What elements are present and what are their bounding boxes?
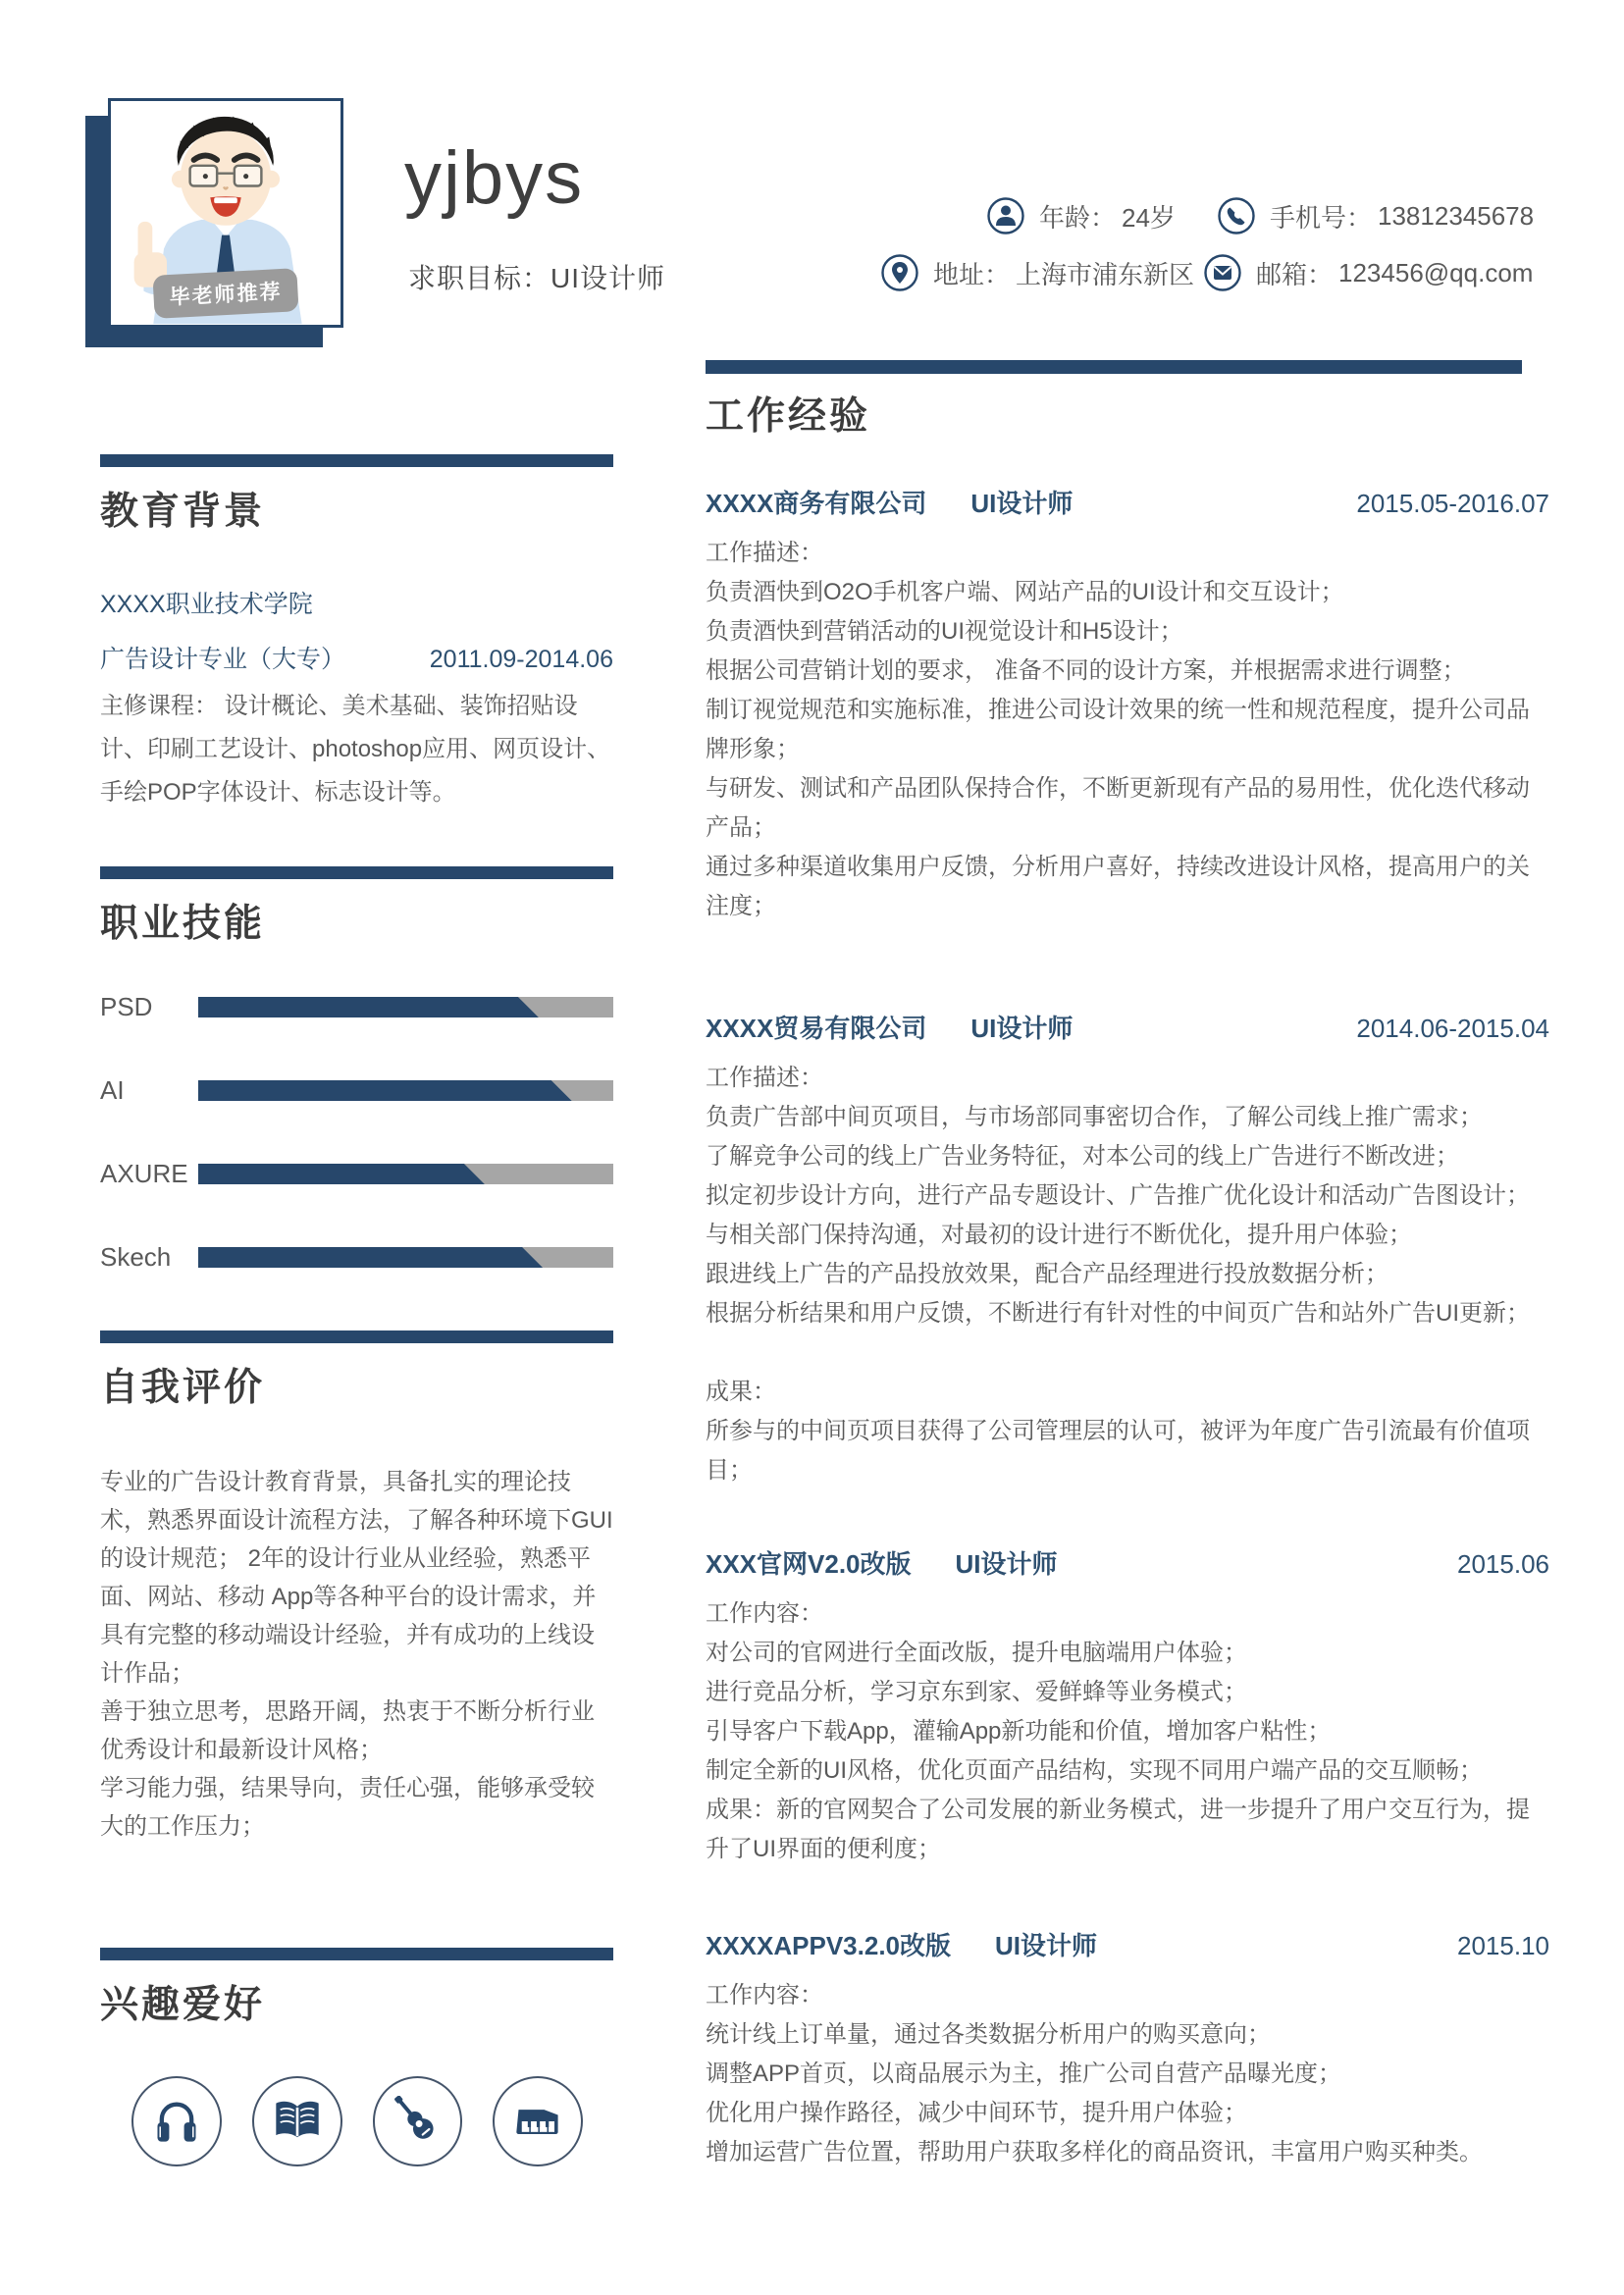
job-objective: 求职目标：UI设计师: [408, 263, 666, 293]
interest-guitar: [373, 2076, 463, 2166]
entry-line: 根据分析结果和用户反馈，不断进行有针对性的中间页广告和站外广告UI更新；: [706, 1300, 1530, 1327]
entry-lines: [706, 534, 1549, 926]
work-experience-title: 工作经验: [706, 395, 871, 438]
entry-line: 根据公司营销计划的要求， 准备不同的设计方案，并根据需求进行调整；: [706, 657, 1466, 684]
experience-entry: [706, 484, 1549, 926]
entry-line: 负责酒快到营销活动的UI视觉设计和H5设计；: [706, 618, 1183, 645]
entry-role: UI设计师: [970, 1014, 1074, 1043]
skill-row: [100, 1242, 613, 1273]
skill-level-bar: [198, 1080, 613, 1101]
entry-header: [706, 484, 1549, 520]
entry-role: UI设计师: [970, 489, 1074, 518]
skill-name: PSD: [100, 992, 153, 1021]
school-name: XXXX职业技术学院: [100, 591, 313, 618]
skill-level-bar: [198, 997, 613, 1017]
skill-level-fill: [198, 997, 539, 1017]
major-row: [100, 640, 613, 675]
mail-icon: [1203, 253, 1242, 292]
skill-level-fill: [198, 1080, 572, 1101]
entry-company: XXXX商务有限公司: [706, 489, 927, 518]
entry-header: [706, 1926, 1549, 1962]
contact-phone: [1217, 196, 1534, 235]
evaluation-paragraph: 善于独立思考，思路开阔，热衷于不断分析行业优秀设计和最新设计风格；: [100, 1698, 595, 1763]
contact-address: [880, 253, 1194, 292]
interest-piano: [493, 2076, 583, 2166]
skills-list: [100, 992, 613, 1273]
experience-entry: [706, 1009, 1549, 1490]
entry-line: 调整APP首页，以商品展示为主，推广公司自营产品曝光度；: [706, 2060, 1342, 2087]
skill-level-bar: [198, 1164, 613, 1184]
self-evaluation-section: [100, 1330, 613, 1846]
entry-line: [706, 1333, 1549, 1373]
section-divider-bar: [100, 454, 613, 467]
skill-name: Skech: [100, 1242, 172, 1272]
profile-photo: [108, 98, 343, 328]
entry-line: 进行竞品分析，学习京东到家、爱鲜蜂等业务模式；: [706, 1679, 1247, 1705]
entry-line: 制订视觉规范和实施标准，推进公司设计效果的统一性和规范程度，提升公司品牌形象；: [706, 697, 1530, 762]
work-experience-section: [706, 360, 1549, 2172]
age-value: 24岁: [1122, 202, 1176, 233]
entry-line: 负责酒快到O2O手机客户端、网站产品的UI设计和交互设计；: [706, 579, 1344, 605]
entry-line: 了解竞争公司的线上广告业务特征，对本公司的线上广告进行不断改进；: [706, 1143, 1459, 1170]
entry-line: 引导客户下载App，灌输App新功能和价值，增加客户粘性；: [706, 1718, 1332, 1745]
experience-entries: [706, 484, 1549, 2172]
phone-label: 手机号：: [1270, 202, 1373, 233]
email-value: 123456@qq.com: [1338, 257, 1534, 287]
skill-row: [100, 1159, 613, 1189]
entry-company: XXXX贸易有限公司: [706, 1014, 927, 1043]
entry-lines: [706, 1059, 1549, 1490]
education-section: [100, 454, 613, 814]
entry-lines: [706, 1976, 1549, 2172]
major-name: 广告设计专业（大专）: [100, 646, 346, 673]
interests-title: 兴趣爱好: [100, 1984, 266, 2026]
entry-line: 与相关部门保持沟通，对最初的设计进行不断优化，提升用户体验；: [706, 1222, 1412, 1248]
entry-line: 成果：: [706, 1379, 776, 1405]
entry-role: UI设计师: [995, 1931, 1098, 1960]
age-label: 年龄：: [1039, 202, 1117, 233]
entry-line: 制定全新的UI风格，优化页面产品结构，实现不同用户端产品的交互顺畅；: [706, 1757, 1483, 1784]
skill-row: [100, 1075, 613, 1106]
evaluation-paragraph: 学习能力强，结果导向，责任心强，能够承受较大的工作压力；: [100, 1775, 595, 1840]
interest-reading: [252, 2076, 342, 2166]
evaluation-paragraph: 专业的广告设计教育背景，具备扎实的理论技术，熟悉界面设计流程方法，了解各种环境下GUI的设计规范； 2年的设计行业从业经验，熟悉平面、网站、移动 App等各种平台的设计需求，并具有完整的移动端设计经验，并有成功的上线设计作品；: [100, 1469, 613, 1687]
entry-period: 2014.06-2015.04: [1356, 1014, 1549, 1043]
piano-icon: [512, 2096, 563, 2147]
skill-row: [100, 992, 613, 1022]
entry-line: 跟进线上广告的产品投放效果，配合产品经理进行投放数据分析；: [706, 1261, 1388, 1287]
self-evaluation-title: 自我评价: [100, 1367, 266, 1409]
entry-period: 2015.06: [1457, 1549, 1549, 1579]
interests-section: [100, 1948, 613, 2166]
entry-line: 对公司的官网进行全面改版，提升电脑端用户体验；: [706, 1640, 1247, 1666]
section-divider-bar: [706, 360, 1522, 374]
section-divider-bar: [100, 1330, 613, 1343]
candidate-name: yjbys: [404, 136, 585, 220]
entry-line: 所参与的中间页项目获得了公司管理层的认可，被评为年度广告引流最有价值项目；: [706, 1418, 1530, 1484]
entry-line: 成果：新的官网契合了公司发展的新业务模式，进一步提升了用户交互行为，提升了UI界面的便利度；: [706, 1797, 1530, 1862]
book-icon: [272, 2096, 323, 2147]
entry-company: XXX官网V2.0改版: [706, 1549, 912, 1579]
phone-value: 13812345678: [1378, 200, 1535, 231]
interests-icons-row: [131, 2076, 613, 2166]
education-period: 2011.09-2014.06: [429, 646, 613, 673]
location-icon: [880, 253, 919, 292]
entry-line: 工作描述：: [706, 1065, 823, 1091]
entry-period: 2015.10: [1457, 1931, 1549, 1960]
entry-company: XXXXAPPV3.2.0改版: [706, 1931, 951, 1960]
entry-line: 通过多种渠道收集用户反馈，分析用户喜好，持续改进设计风格，提高用户的关注度；: [706, 854, 1530, 919]
self-evaluation-paragraphs: [100, 1463, 613, 1846]
interest-music: [131, 2076, 222, 2166]
entry-line: 拟定初步设计方向，进行产品专题设计、广告推广优化设计和活动广告图设计；: [706, 1182, 1530, 1209]
entry-line: 工作内容：: [706, 1982, 823, 2008]
education-title: 教育背景: [100, 491, 266, 533]
recommendation-badge: 毕老师推荐: [152, 268, 298, 319]
skill-level-fill: [198, 1247, 543, 1268]
skills-section: [100, 866, 613, 1273]
section-divider-bar: [100, 866, 613, 879]
phone-icon: [1217, 196, 1256, 235]
entry-header: [706, 1009, 1549, 1045]
headphones-icon: [151, 2096, 202, 2147]
skill-name: AI: [100, 1075, 125, 1105]
entry-line: 工作内容：: [706, 1600, 823, 1627]
entry-line: 增加运营广告位置，帮助用户获取多样化的商品资讯，丰富用户购买种类。: [706, 2139, 1483, 2165]
experience-entry: [706, 1926, 1549, 2172]
email-label: 邮箱：: [1256, 259, 1334, 289]
skill-name: AXURE: [100, 1159, 188, 1188]
section-divider-bar: [100, 1948, 613, 1960]
skill-level-fill: [198, 1164, 485, 1184]
entry-role: UI设计师: [955, 1549, 1058, 1579]
contact-email: [1203, 253, 1533, 292]
guitar-icon: [392, 2096, 443, 2147]
entry-lines: [706, 1594, 1549, 1869]
entry-line: 统计线上订单量，通过各类数据分析用户的购买意向；: [706, 2021, 1271, 2048]
experience-entry: [706, 1544, 1549, 1869]
entry-period: 2015.05-2016.07: [1356, 489, 1549, 518]
skills-title: 职业技能: [100, 903, 266, 945]
entry-header: [706, 1544, 1549, 1581]
address-value: 上海市浦东新区: [1016, 259, 1195, 289]
entry-line: 工作描述：: [706, 540, 823, 566]
address-label: 地址：: [933, 259, 1011, 289]
contact-age: [986, 196, 1176, 235]
courses-text: 主修课程： 设计概论、美术基础、装饰招贴设计、印刷工艺设计、photoshop应用、网页设计、手绘POP字体设计、标志设计等。: [100, 693, 611, 806]
entry-line: 优化用户操作路径，减少中间环节，提升用户体验；: [706, 2100, 1247, 2126]
person-icon: [986, 196, 1025, 235]
skill-level-bar: [198, 1247, 613, 1268]
entry-line: 负责广告部中间页项目，与市场部同事密切合作，了解公司线上推广需求；: [706, 1104, 1483, 1130]
entry-line: 与研发、测试和产品团队保持合作，不断更新现有产品的易用性，优化迭代移动产品；: [706, 775, 1530, 841]
